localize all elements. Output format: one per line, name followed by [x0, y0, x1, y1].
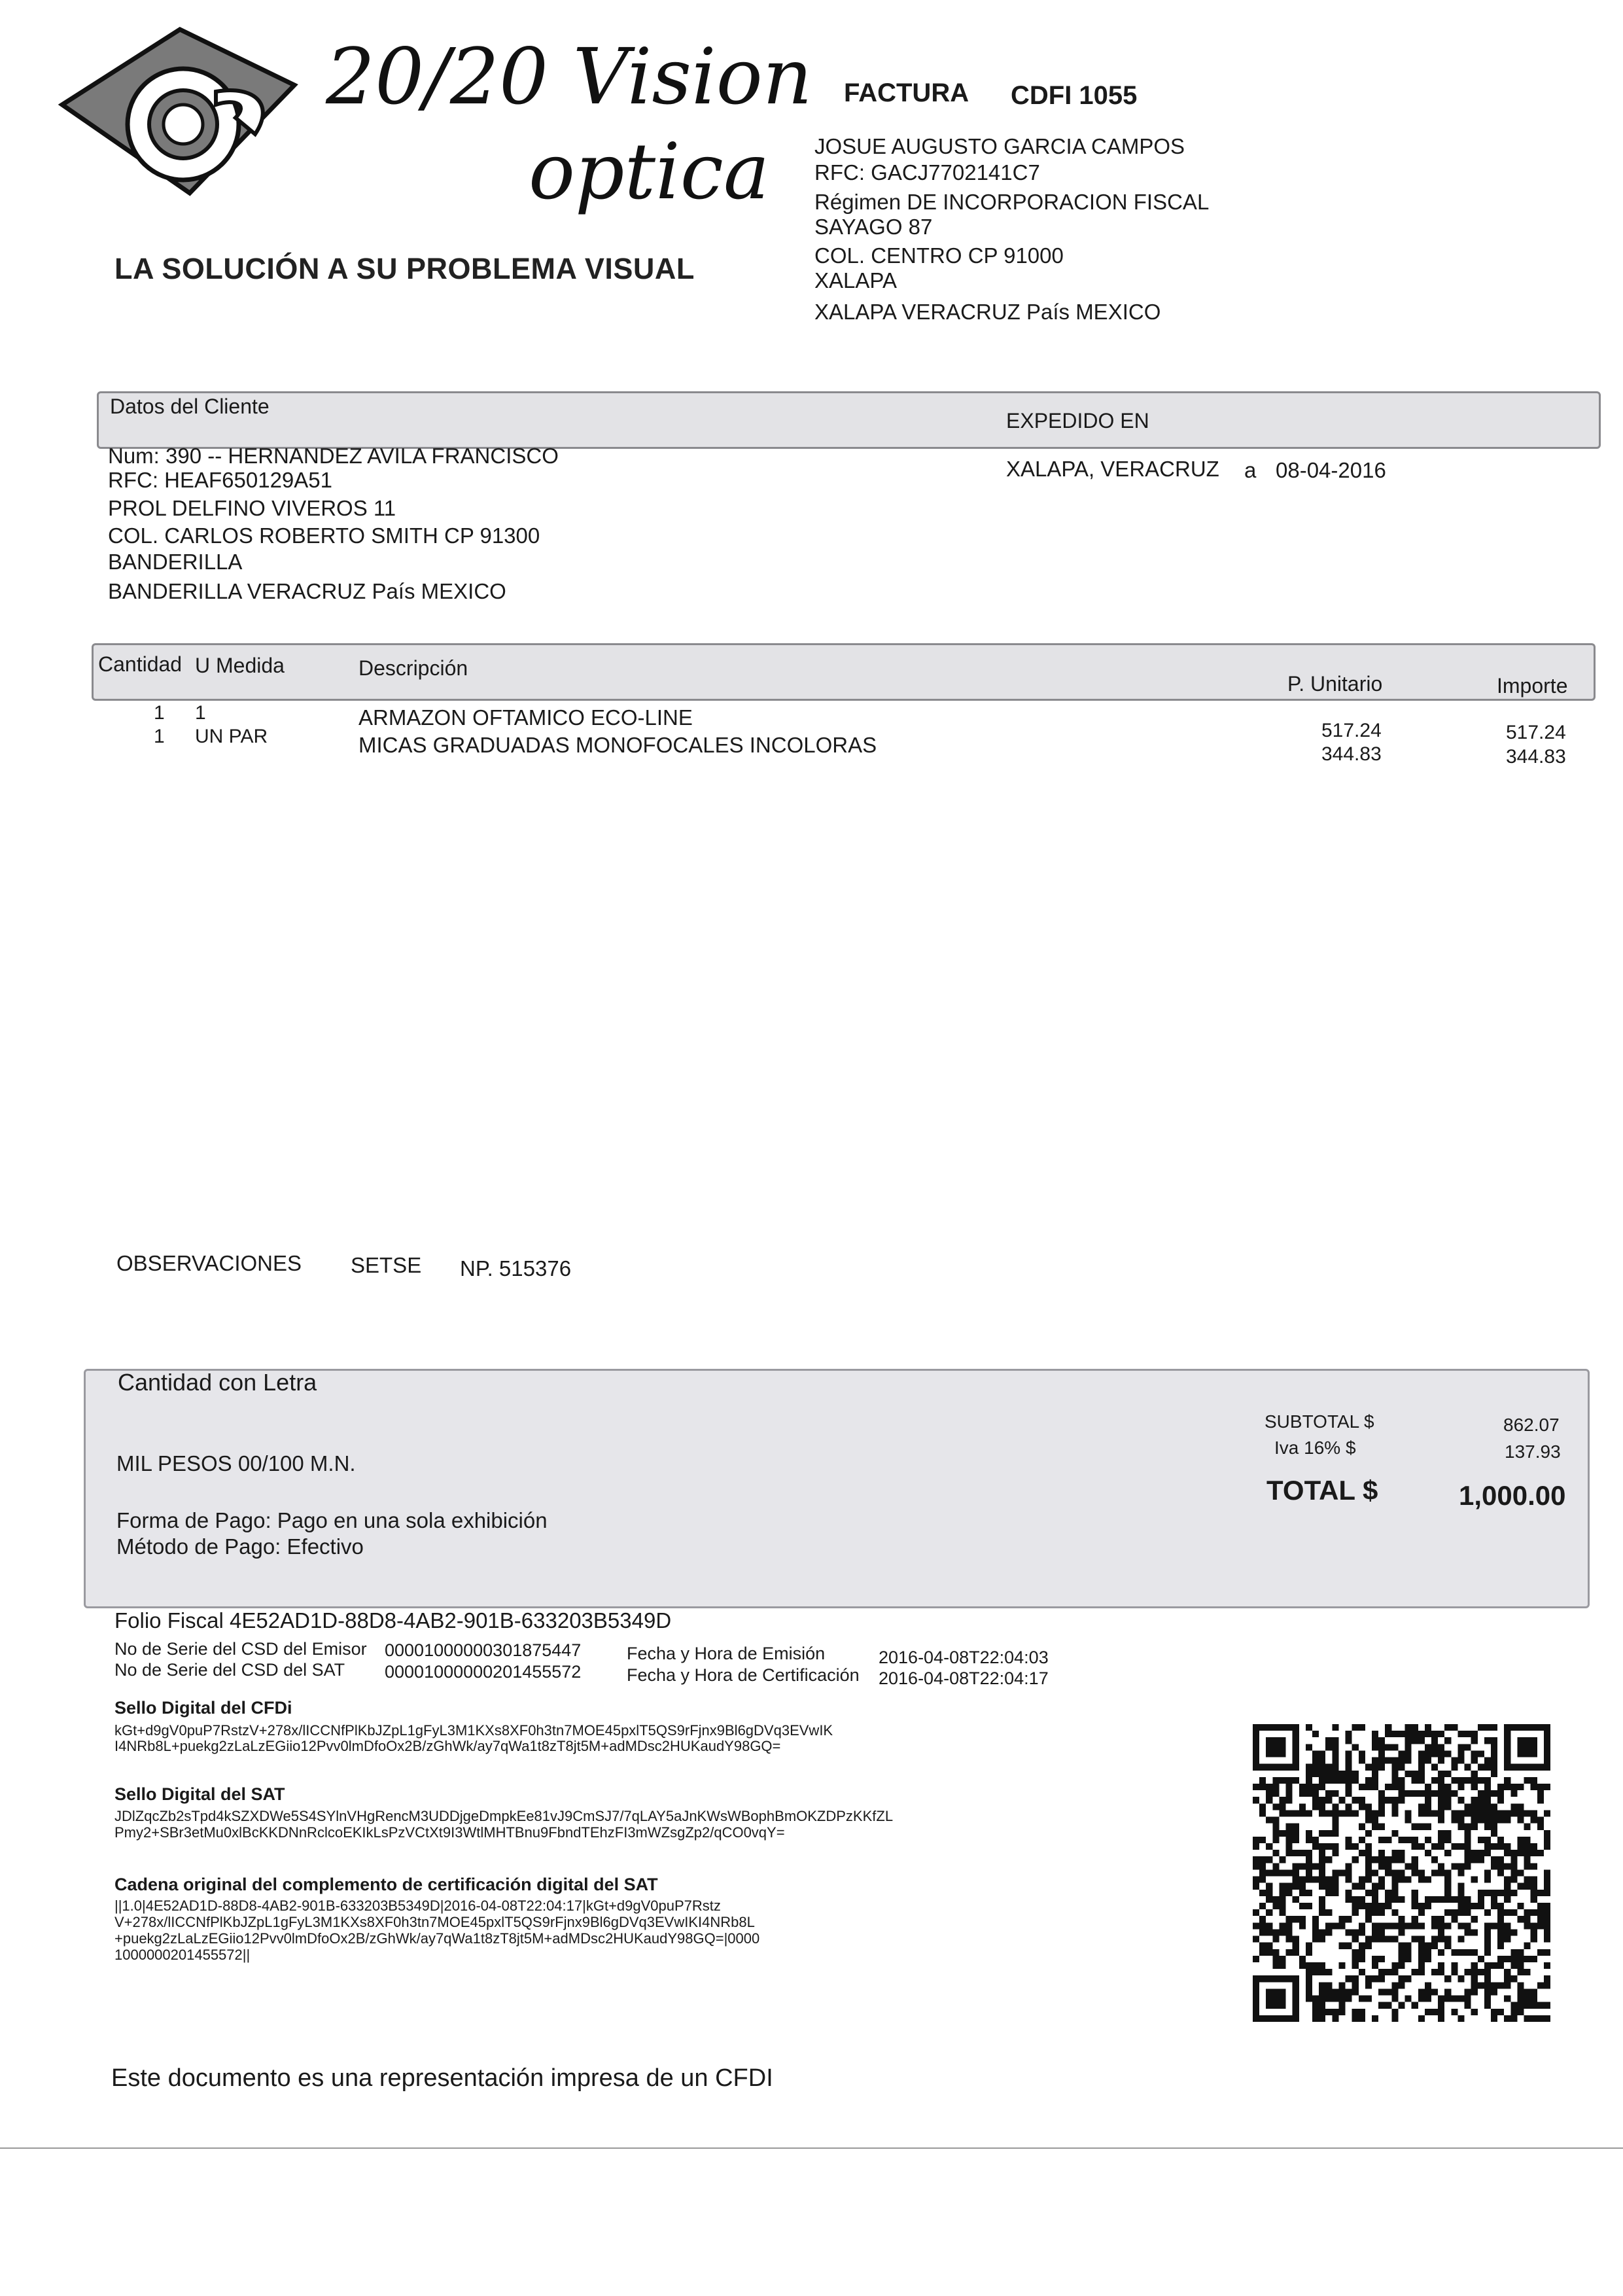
- sello-sat-line: JDlZqcZb2sTpd4kSZXDWe5S4SYlnVHgRencM3UDDjgeDmpkEe81vJ9CmSJ7/7qLAY5aJnKWsWBophBmOKZDPzKKfZL: [114, 1808, 894, 1824]
- certificacion-value: 2016-04-08T22:04:17: [879, 1669, 1049, 1688]
- folio-fiscal: Folio Fiscal 4E52AD1D-88D8-4AB2-901B-633203B5349D: [114, 1608, 672, 1633]
- row-cantidad: 1: [154, 702, 165, 724]
- logo-script-line2: optica: [529, 126, 770, 217]
- client-rfc: RFC: HEAF650129A51: [108, 468, 333, 492]
- iva-label: Iva 16% $: [1274, 1438, 1356, 1458]
- sello-cfdi-title: Sello Digital del CFDi: [114, 1698, 292, 1718]
- sello-cfdi-line: I4NRb8L+puekg2zLaLzEGiio12Pvv0lmDfoOx2B/zGhWk/ay7qWa1t8zT8jt5M+adMDsc2HUKaudY98GQ=: [114, 1738, 781, 1754]
- row-importe: 517.24: [1506, 722, 1566, 743]
- row-punitario: 517.24: [1321, 720, 1382, 741]
- client-street: PROL DELFINO VIVEROS 11: [108, 496, 396, 520]
- row-umedida: 1: [195, 702, 206, 724]
- subtotal-value: 862.07: [1503, 1415, 1560, 1435]
- cadena-line: 1000000201455572||: [114, 1947, 251, 1963]
- expedido-place: XALAPA, VERACRUZ: [1006, 457, 1219, 481]
- col-importe: Importe: [1497, 674, 1568, 698]
- cadena-line: V+278x/lICCNfPlKbJZpL1gFyL3M1KXs8XF0h3tn7MOE45pxlT5QS9rFjnx9Bl6gDVq3EVwIKI4NRb8L: [114, 1914, 755, 1930]
- client-header-bar: [97, 391, 1601, 449]
- page-divider: [0, 2147, 1623, 2149]
- iva-value: 137.93: [1505, 1441, 1561, 1462]
- observaciones-value-2: NP. 515376: [460, 1256, 572, 1280]
- metodo-pago: Método de Pago: Efectivo: [116, 1534, 364, 1559]
- col-descripcion: Descripción: [358, 656, 468, 680]
- expedido-header: EXPEDIDO EN: [1006, 409, 1149, 433]
- logo-script-line1: 20/20 Vision: [326, 31, 812, 122]
- issuer-city: XALAPA: [814, 268, 897, 292]
- sello-sat-line: Pmy2+SBr3etMu0xlBcKKDNnRclcoEKIkLsPzVCtXt9I3WtlMHTBnu9FbndTEhzFI3mWZsgZp2/qCO0vqY=: [114, 1824, 785, 1841]
- cadena-line: ||1.0|4E52AD1D-88D8-4AB2-901B-633203B5349D|2016-04-08T22:04:17|kGt+d9gV0puP7Rstz: [114, 1898, 721, 1914]
- row-umedida: UN PAR: [195, 726, 268, 747]
- observaciones-label: OBSERVACIONES: [116, 1251, 302, 1275]
- row-punitario: 344.83: [1321, 743, 1382, 765]
- expedido-a: a: [1244, 458, 1257, 482]
- cfdi-number: CDFI 1055: [1011, 81, 1138, 110]
- forma-pago: Forma de Pago: Pago en una sola exhibición: [116, 1508, 548, 1532]
- cadena-line: +puekg2zLaLzEGiio12Pvv0lmDfoOx2B/zGhWk/ay7qWa1t8zT8jt5M+adMDsc2HUKaudY98GQ=|0000: [114, 1930, 760, 1947]
- logo-wordmark: [313, 25, 812, 221]
- cadena-title: Cadena original del complemento de certificación digital del SAT: [114, 1875, 658, 1894]
- qr-code-icon: [1253, 1724, 1550, 2022]
- row-descripcion: MICAS GRADUADAS MONOFOCALES INCOLORAS: [358, 733, 877, 757]
- col-punitario: P. Unitario: [1287, 672, 1383, 696]
- issuer-street: SAYAGO 87: [814, 215, 933, 239]
- issuer-state-country: XALAPA VERACRUZ País MEXICO: [814, 300, 1161, 324]
- client-header: Datos del Cliente: [110, 395, 270, 418]
- client-colonia: COL. CARLOS ROBERTO SMITH CP 91300: [108, 523, 540, 548]
- logo-eye-icon: [59, 26, 301, 196]
- total-label: TOTAL $: [1266, 1475, 1378, 1506]
- issuer-rfc: RFC: GACJ7702141C7: [814, 160, 1040, 185]
- total-value: 1,000.00: [1459, 1480, 1566, 1511]
- cantidad-letra: MIL PESOS 00/100 M.N.: [116, 1451, 356, 1475]
- subtotal-label: SUBTOTAL $: [1265, 1411, 1374, 1432]
- certificacion-label: Fecha y Hora de Certificación: [627, 1665, 860, 1685]
- csd-emisor-value: 00001000000301875447: [385, 1640, 582, 1660]
- csd-emisor-label: No de Serie del CSD del Emisor: [114, 1639, 367, 1659]
- observaciones-value-1: SETSE: [351, 1253, 422, 1277]
- row-cantidad: 1: [154, 726, 165, 747]
- emision-value: 2016-04-08T22:04:03: [879, 1648, 1049, 1667]
- row-importe: 344.83: [1506, 746, 1566, 768]
- issuer-name: JOSUE AUGUSTO GARCIA CAMPOS: [814, 134, 1185, 158]
- client-state-country: BANDERILLA VERACRUZ País MEXICO: [108, 579, 506, 603]
- col-cantidad: Cantidad: [98, 652, 183, 676]
- csd-sat-value: 00001000000201455572: [385, 1662, 582, 1682]
- sello-cfdi-line: kGt+d9gV0puP7RstzV+278x/lICCNfPlKbJZpL1gFyL3M1KXs8XF0h3tn7MOE45pxlT5QS9rFjnx9Bl6gDVq3EVwIK: [114, 1722, 833, 1739]
- expedido-date: 08-04-2016: [1276, 458, 1386, 482]
- footer-note: Este documento es una representación impresa de un CFDI: [111, 2064, 773, 2092]
- client-city: BANDERILLA: [108, 550, 243, 574]
- client-num-name: Num: 390 -- HERNANDEZ AVILA FRANCISCO: [108, 444, 559, 468]
- row-descripcion: ARMAZON OFTAMICO ECO-LINE: [358, 705, 693, 730]
- cantidad-letra-label: Cantidad con Letra: [118, 1369, 317, 1396]
- emision-label: Fecha y Hora de Emisión: [627, 1644, 826, 1663]
- col-umedida: U Medida: [195, 654, 285, 677]
- factura-label: FACTURA: [844, 79, 969, 107]
- issuer-colonia: COL. CENTRO CP 91000: [814, 243, 1064, 268]
- issuer-regimen: Régimen DE INCORPORACION FISCAL: [814, 190, 1210, 214]
- sello-sat-title: Sello Digital del SAT: [114, 1784, 285, 1804]
- slogan: LA SOLUCIÓN A SU PROBLEMA VISUAL: [114, 252, 695, 285]
- csd-sat-label: No de Serie del CSD del SAT: [114, 1660, 345, 1680]
